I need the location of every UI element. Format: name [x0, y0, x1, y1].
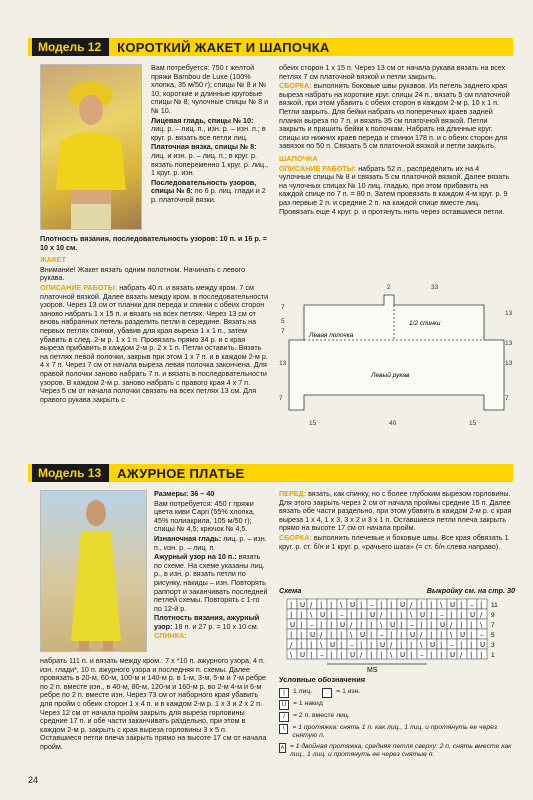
woman-in-dress-illustration [41, 491, 146, 651]
chart-stitch-symbol: | [290, 601, 293, 609]
chart-row-number: 11 [491, 602, 498, 609]
chart-stitch-symbol: | [440, 641, 443, 649]
yarn-over-symbol-icon: U [279, 700, 289, 710]
chart-stitch-symbol: U [440, 621, 446, 629]
chart-stitch-symbol: – [310, 621, 314, 629]
chart-stitch-symbol: / [350, 621, 353, 629]
chart-row-number: 1 [491, 652, 495, 659]
model12-photo [40, 64, 142, 230]
chart-stitch-symbol: | [430, 611, 433, 619]
model12-plat-text: лиц. и изн. р. – лиц. п.; в круг. р. вязать попеременно 1 круг. р. лиц., 1 круг. р. изн. [151, 150, 269, 178]
chart-stitch-symbol: / [380, 611, 383, 619]
chart-stitch-symbol: | [430, 651, 433, 659]
dim-1: 2 [387, 284, 391, 291]
chart-stitch-symbol: | [300, 611, 303, 619]
chart-stitch-symbol: U [450, 601, 456, 609]
chart-stitch-symbol: U [460, 631, 466, 639]
model13-materials: Вам потребуется: 450 г пряжи цвета киви Capri (55% хлопка, 45% полиакрила, 105 м/50 г); спицы № 4,5; крючок № 4,5. [154, 498, 255, 534]
chart-stitch-symbol: | [330, 651, 333, 659]
chart-stitch-symbol: | [330, 611, 333, 619]
chart-stitch-symbol: \ [420, 641, 423, 649]
model12-facial-title: Лицевая гладь, спицы № 10: [151, 115, 254, 125]
chart-stitch-symbol: \ [440, 601, 443, 609]
model13-back-text: набрать 111 п. и вязать между кром.: 7 х *10 п. ажурного узора, 4 п. изн. глади*, 10 п. ажурного узора и последняя п. схемы. Далее провязать в 20-м, 60-м, 100-м и 140-м р. в 1-м, 3-м, 5-м и 7-м ребре по 2 п. вместе изн., в 40-м, 80-м, 120-м и 160-м р. во 2-м 4-м и 6-м ребре по 2 п. вместе изн. Через 73 см от наборного края убавить для пройм с обеих сторон 1 х 4 п. и в каждом 2-м р. 1 х 3 и 2 х 2 п. Через 12 см от начала пройм закрыть для выреза горловины средние 17 п. и обе части заканчивать раздельно, при этом в каждом 2-м р. закрыть с края выреза горловины 3 х 5 п. Оставшиеся петли плеча закрыть прямо на высоте 17 см от начала пройм. [40, 656, 267, 751]
model13-photo [40, 490, 147, 652]
chart-stitch-symbol: / [290, 641, 293, 649]
chart-stitch-symbol: U [410, 631, 416, 639]
model13-sizes: Размеры: 36 – 40 [154, 489, 215, 498]
diagram-label-front: Левая полочка [309, 332, 354, 339]
chart-stitch-symbol: U [340, 621, 346, 629]
chart-stitch-symbol: | [440, 651, 443, 659]
model13-purl-title: Изнаночная гладь: [154, 533, 222, 543]
model13-lace-title: Ажурный узор на 10 п.: [154, 552, 237, 562]
model12-density: Плотность вязания, последовательность узоров: 10 п. и 16 р. = 10 х 10 см. [40, 234, 267, 252]
dim-14: 7 [505, 395, 509, 402]
page-number: 24 [28, 775, 39, 785]
model13-back-block [40, 657, 269, 753]
model12-seq-text: по 6 р. лиц. глади и 2 р. платочной вязки. [151, 186, 266, 204]
model13-lace-text: вязать по схеме. На схеме указаны лиц. р., в изн. р. вязать петли по рисунку, накиды – изн. Повторять раппорт и заканчивать последней петлей схемы. Повторять с 1-го по 12-й р. [154, 552, 268, 613]
chart-stitch-symbol: | [470, 631, 473, 639]
woman-in-jacket-illustration [41, 65, 141, 229]
model12-left-column [40, 235, 269, 405]
pattern-reference: Выкройку см. на стр. 30 [426, 586, 515, 595]
chart-stitch-symbol: | [300, 621, 303, 629]
chart-stitch-symbol: U [330, 641, 336, 649]
model13-badge: Модель 13 [32, 464, 109, 482]
model12-hat-text: набрать 52 п., распределить их на 4 чулочные спицы № 8 и связать 5 см платочной вязкой. Далее вязать на чулочных спицах № 10 лиц. гладью, при этом прибавить на каждой спице по 7 п. = 80 п. Затем провязать в каждом 4-м круг. р. 9 раз первые 2 п. и средние 2 п. на каждой спице вместе лиц. Провязать еще 4 круг. р. и протянуть нить через оставшиеся петли. [279, 163, 510, 216]
chart-row-number: 3 [491, 642, 495, 649]
chart-stitch-symbol: / [420, 631, 423, 639]
chart-stitch-symbol: | [340, 631, 343, 639]
chart-stitch-symbol: | [290, 631, 293, 639]
model13-back-header: СПИНКА: [154, 630, 187, 640]
chart-stitch-symbol: / [450, 621, 453, 629]
chart-stitch-symbol: \ [380, 621, 383, 629]
chart-stitch-symbol: | [400, 641, 403, 649]
chart-stitch-symbol: / [390, 641, 393, 649]
chart-stitch-symbol: – [410, 621, 414, 629]
chart-stitch-symbol: | [310, 651, 313, 659]
chart-stitch-symbol: U [430, 641, 436, 649]
jacket-pattern-diagram [279, 275, 519, 440]
model12-col2-a: обеих сторон 1 х 15 п. Через 13 см от начала рукава вязать на всех петлях 7 см платочной вязкой и петли закрыть. [279, 63, 506, 81]
model12-facial-text: лиц. р. – лиц. п., изн. р. – изн. п.; в круг. р. вязать все петли лиц. [151, 124, 266, 142]
chart-stitch-symbol: \ [340, 601, 343, 609]
model12-seq-title: Последовательность узоров, спицы № 8: [151, 177, 257, 196]
chart-stitch-symbol: | [440, 631, 443, 639]
model13-right-column [279, 490, 513, 552]
model13-front-header: ПЕРЕД: [279, 489, 307, 498]
model12-assembly-header: СБОРКА: [279, 81, 312, 91]
dim-11: 40 [389, 420, 397, 427]
chart-stitch-symbol: U [300, 651, 306, 659]
dim-4: 5 [281, 318, 285, 325]
chart-stitch-symbol: | [300, 631, 303, 639]
chart-row-number: 7 [491, 622, 495, 629]
chart-stitch-symbol: | [370, 641, 373, 649]
chart-stitch-symbol: U [360, 631, 366, 639]
chart-stitch-symbol: U [480, 641, 486, 649]
chart-stitch-symbol: | [460, 641, 463, 649]
dim-2: 33 [431, 284, 439, 291]
chart-stitch-symbol: | [470, 621, 473, 629]
dim-13: 13 [505, 340, 513, 347]
diagram-label-sleeve: Левый рукав [371, 372, 410, 379]
legend-row-k2tog [279, 712, 513, 722]
model12-work-text: набрать 40 п. и вязать между кром. 7 см платочной вязкой. Далее вязать между кром. в последовательности узоров. Через 13 см от планки для переда и спинки с обеих сторон заново набрать 1 х 15 п. и вязать на всех петлях. Через 13 см от вновь набранных петель разделить петли в середине. Вязать на первых петлях спинки, убавив для края выреза 1 х 1 п., затем убавить в след. 2-м р. 1 х 1 п. Провязать прямо 34 р. и с края выреза прибавить в каждом 2-м р. 2 х 1 п. Петли оставить. Вязать на петлях левой полочки, закрыв при этом 1 х 7 п. и в каждом 2-м р. 4 х 7 п. Через 7 см от начала выреза левая полочка закончена. Для правой полочки заново набрать 7 п. и вязать в последовательности узоров. В каждом 2-м р. заново набрать с правого края 4 х 7 п. Через 5 см от начала полочки связать на всех петлях 13 см. Для правого рукава закрыть с [40, 282, 269, 404]
chart-stitch-symbol: U [350, 601, 356, 609]
chart-stitch-symbol: \ [290, 651, 293, 659]
model13-density-text: 18 п. и 27 р. = 10 х 10 см. [174, 621, 259, 631]
dim-6: 13 [279, 360, 287, 367]
chart-stitch-symbol: | [460, 601, 463, 609]
chart-stitch-symbol: | [390, 611, 393, 619]
chart-stitch-symbol: | [330, 601, 333, 609]
legend-row-yo [279, 700, 513, 710]
legend-block [279, 676, 513, 762]
chart-stitch-symbol: | [410, 651, 413, 659]
legend-s2kp-text: = 1 двойная протяжка, средняя петля сверху: 2 п. снять вместе как лиц., 1 лиц. и протянуть ее через снятые п. [289, 742, 512, 759]
chart-stitch-symbol: | [480, 651, 483, 659]
chart-stitch-symbol: \ [480, 621, 483, 629]
knit-symbol-icon: | [279, 688, 289, 698]
chart-stitch-symbol: – [470, 601, 474, 609]
chart-stitch-symbol: / [410, 601, 413, 609]
chart-stitch-symbol: | [470, 651, 473, 659]
chart-stitch-symbol: / [310, 601, 313, 609]
chart-stitch-symbol: / [460, 651, 463, 659]
chart-stitch-symbol: | [370, 631, 373, 639]
chart-stitch-symbol: | [430, 621, 433, 629]
legend-k2tog-text: = 2 п. вместе лиц. [293, 712, 350, 720]
chart-stitch-symbol: \ [410, 611, 413, 619]
chart-stitch-symbol: U [290, 621, 296, 629]
model12-materials-block [151, 64, 269, 206]
chart-stitch-symbol: | [410, 641, 413, 649]
model12-hat-header: ШАПОЧКА [279, 153, 318, 163]
chart-row-number: 9 [491, 612, 495, 619]
chart-stitch-symbol: | [320, 601, 323, 609]
chart-stitch-symbol: | [480, 601, 483, 609]
chart-stitch-symbol: U [390, 621, 396, 629]
chart-stitch-symbol: | [360, 601, 363, 609]
chart-stitch-symbol: | [430, 631, 433, 639]
ms-label: MS [367, 667, 378, 672]
model13-density-title: Плотность вязания, ажурный узор: [154, 613, 260, 631]
chart-stitch-symbol: | [340, 651, 343, 659]
chart-stitch-symbol: \ [320, 641, 323, 649]
lace-knitting-chart [279, 597, 519, 672]
legend-row-knit [279, 688, 513, 698]
chart-stitch-symbol: \ [310, 611, 313, 619]
k2tog-symbol-icon: / [279, 712, 289, 722]
chart-stitch-symbol: | [370, 621, 373, 629]
chart-stitch-symbol: | [430, 601, 433, 609]
model13-header-band [28, 464, 513, 482]
chart-stitch-symbol: – [350, 641, 354, 649]
model12-title: КОРОТКИЙ ЖАКЕТ И ШАПОЧКА [117, 39, 330, 55]
model12-right-column [279, 64, 513, 217]
chart-stitch-symbol: | [420, 621, 423, 629]
chart-stitch-symbol: | [470, 641, 473, 649]
model12-hat-work-header: ОПИСАНИЕ РАБОТЫ: [279, 163, 357, 173]
chart-stitch-symbol: | [350, 611, 353, 619]
chart-stitch-symbol: | [420, 601, 423, 609]
model13-purl-text: лиц. р. – изн. п., изн. р. – лиц. п. [154, 533, 267, 552]
chart-stitch-symbol: U [450, 651, 456, 659]
dim-8: 13 [505, 360, 513, 367]
chart-stitch-symbol: U [310, 631, 316, 639]
model12-plat-title: Платочная вязка, спицы № 8: [151, 142, 257, 152]
model13-materials-block [154, 490, 269, 641]
chart-stitch-symbol: / [360, 651, 363, 659]
purl-symbol-icon [322, 688, 332, 698]
chart-stitch-symbol: U [370, 611, 376, 619]
s2kp-symbol-icon: ∧ [280, 744, 285, 751]
skp-symbol-icon: \ [279, 724, 288, 734]
chart-stitch-symbol: | [320, 621, 323, 629]
dim-9: 7 [279, 395, 283, 402]
chart-stitch-symbol: – [420, 651, 424, 659]
chart-stitch-symbol: U [400, 651, 406, 659]
scheme-title: Схема [279, 586, 302, 595]
legend-skp-text: = 1 протяжка: снять 1 п. как лиц., 1 лиц. и протянуть ее через снятую п. [292, 723, 497, 740]
chart-stitch-symbol: U [380, 641, 386, 649]
chart-stitch-symbol: – [480, 631, 484, 639]
diagram-label-back: 1/2 спинки [409, 320, 441, 327]
chart-stitch-symbol: | [400, 611, 403, 619]
model12-assembly-text: выполнить боковые швы рукавов. Из петель заднего края выреза набрать на короткие круг. спицы 24 п., вязать 5 см платочной вязкой, при этом убавить с обеих сторон в каждом 2-м р. 10 х 1 п. Петли закрыть. Для бейки набрать из поперечных краев задней планки выреза по 7 п. и вязать 35 см платочной вязкой. Петли закрыть и пришить бейки к полочкам. Набрать на длинные круг. спицы из нижних краев переда и спинки 178 п. и с обеих сторон для завязок по 50 п. Связать 5 см платочной вязкой и петли закрыть. [279, 81, 510, 151]
model12-work-header: ОПИСАНИЕ РАБОТЫ: [40, 282, 118, 292]
chart-stitch-symbol: | [450, 611, 453, 619]
dim-5: 7 [281, 328, 285, 335]
chart-row-number: 5 [491, 632, 495, 639]
dim-7: 13 [505, 310, 513, 317]
chart-stitch-symbol: – [450, 641, 454, 649]
model12-materials: Вам потребуется: 750 г желтой пряжи Bambou de Luxe (100% хлопка, 35 м/50 г); спицы № 8 и № 10; короткие и длинные круговые спицы № 8; чулочные спицы № 8 и № 10. [151, 63, 269, 115]
chart-stitch-symbol: | [330, 621, 333, 629]
chart-stitch-symbol: | [460, 621, 463, 629]
model13-front-text: вязать, как спинку, но с более глубоким вырезом горловины. Для этого закрыть через 2 см от начала проймы средние 15 п. Далее вязать обе части раздельно, при этом убавить в каждом 2-м р. с края выреза 1 х 4, 1 х 3, 3 х 2 и 3 х 1 п. Оставшиеся петли плеча закрыть прямо на высоте 17 см от начала пройм. [279, 489, 512, 533]
chart-stitch-symbol: \ [450, 631, 453, 639]
dim-10: 15 [309, 420, 317, 427]
chart-stitch-symbol: – [370, 601, 374, 609]
legend-knit-text: 1 лиц. [293, 688, 313, 696]
model12-badge: Модель 12 [32, 38, 109, 56]
legend-row-ssk [279, 724, 513, 741]
chart-stitch-symbol: / [320, 631, 323, 639]
chart-stitch-symbol: U [320, 611, 326, 619]
chart-stitch-symbol: \ [350, 631, 353, 639]
chart-stitch-symbol: | [460, 611, 463, 619]
model13-title: АЖУРНОЕ ПЛАТЬЕ [117, 465, 245, 481]
model12-header-band [28, 38, 513, 56]
chart-stitch-symbol: | [400, 631, 403, 639]
chart-stitch-symbol: – [380, 631, 384, 639]
legend-yo-text: = 1 накид [293, 700, 323, 708]
chart-stitch-symbol: | [360, 611, 363, 619]
chart-stitch-symbol: | [310, 641, 313, 649]
model12-attention: Внимание! Жакет вязать одним полотном. Начинать с левого рукава. [40, 264, 246, 283]
chart-stitch-symbol: | [380, 651, 383, 659]
chart-stitch-symbol: | [360, 641, 363, 649]
chart-stitch-symbol: | [390, 631, 393, 639]
chart-stitch-symbol: | [370, 651, 373, 659]
chart-stitch-symbol: | [360, 621, 363, 629]
chart-stitch-symbol: | [400, 621, 403, 629]
chart-stitch-symbol: U [470, 611, 476, 619]
chart-stitch-symbol: | [290, 611, 293, 619]
chart-stitch-symbol: | [390, 601, 393, 609]
chart-stitch-symbol: / [480, 611, 483, 619]
chart-stitch-symbol: – [440, 611, 444, 619]
legend-title: Условные обозначения [279, 675, 366, 684]
chart-stitch-symbol: | [300, 641, 303, 649]
chart-stitch-symbol: U [300, 601, 306, 609]
model12-jacket-header: ЖАКЕТ [40, 255, 66, 265]
dim-3: 7 [281, 304, 285, 311]
chart-stitch-symbol: – [340, 611, 344, 619]
model13-assembly-text: выполнить плечевые и боковые швы. Все края обвязать 1 круг. р. ст. б/н и 1 круг. р. «рачьего шага» (= ст. б/н слева направо). [279, 532, 509, 551]
chart-stitch-symbol: U [420, 611, 426, 619]
chart-stitch-symbol: U [400, 601, 406, 609]
legend-row-s2kp [279, 743, 513, 760]
chart-stitch-symbol: \ [390, 651, 393, 659]
chart-stitch-symbol: | [340, 641, 343, 649]
legend-purl-text: = 1 изн. [336, 688, 361, 696]
chart-stitch-symbol: – [320, 651, 324, 659]
model13-assembly-header: СБОРКА: [279, 532, 312, 542]
chart-stitch-symbol: | [330, 631, 333, 639]
chart-stitch-symbol: | [380, 601, 383, 609]
chart-stitch-symbol: U [350, 651, 356, 659]
dim-12: 15 [469, 420, 477, 427]
